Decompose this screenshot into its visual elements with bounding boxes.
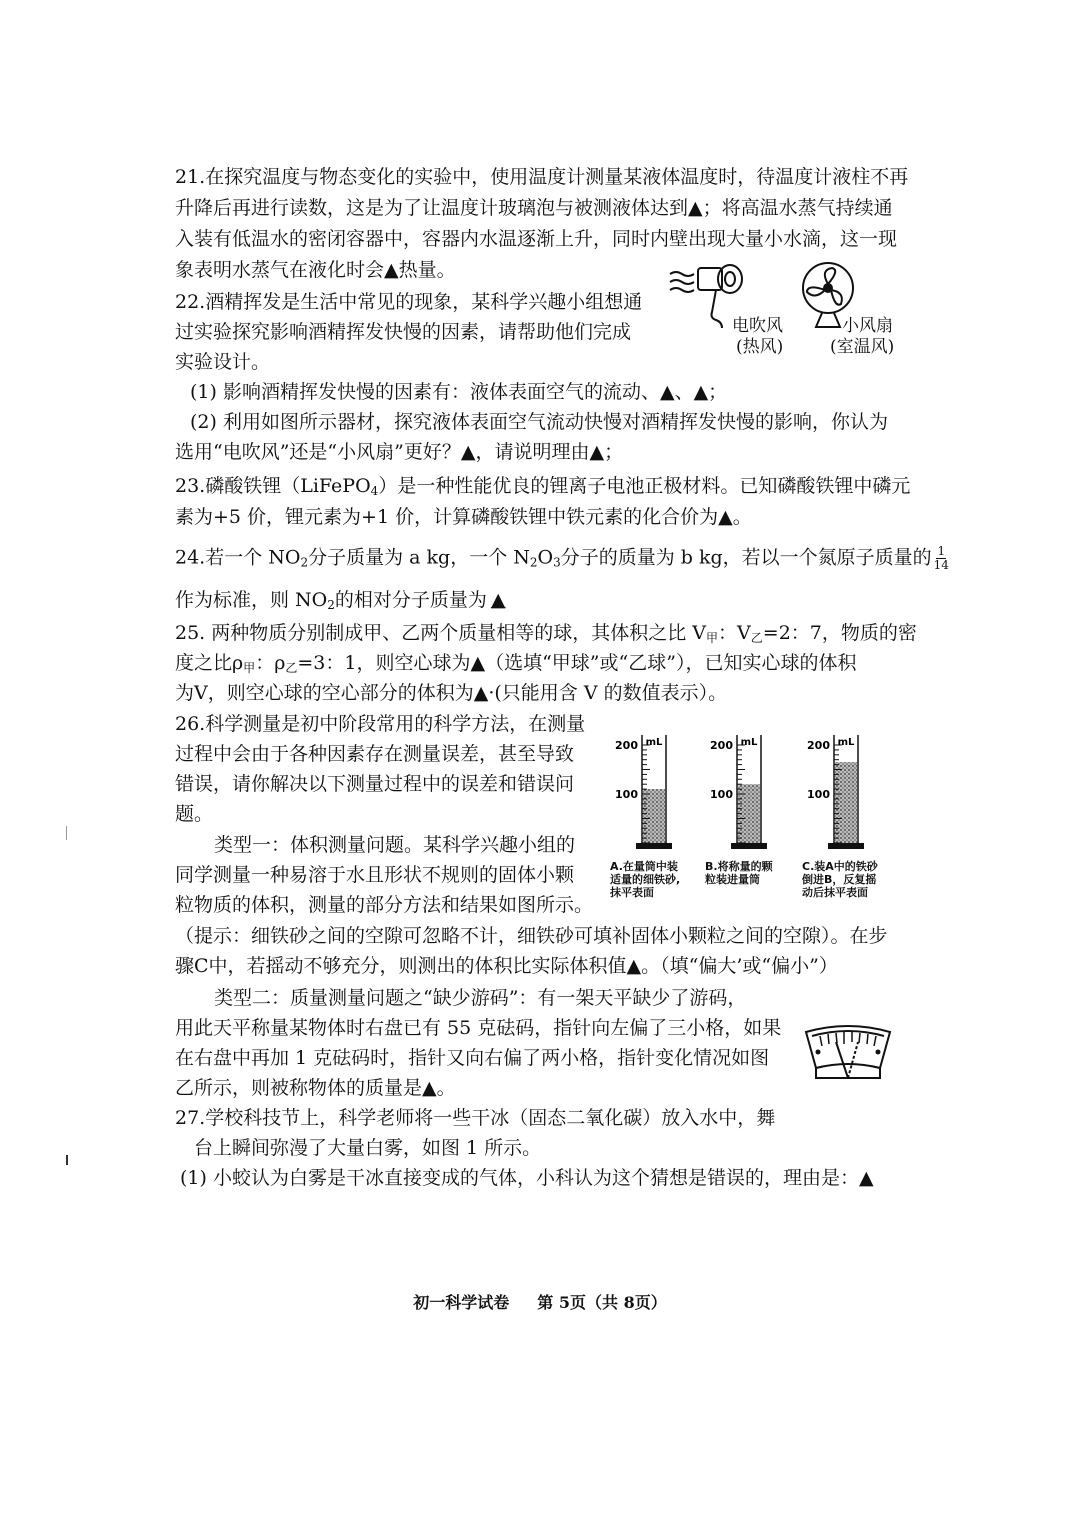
scan-mark-1 (66, 826, 67, 840)
q25-l2-sub-jia: 甲 (243, 661, 256, 675)
q24-sub-1: 2 (300, 555, 309, 570)
q24-sub-3: 3 (553, 555, 561, 570)
q24-fraction (934, 545, 949, 572)
cylinder-C-unit: mL (837, 737, 855, 748)
q24-l2-sub: 2 (327, 598, 335, 612)
q25-line-3: 为V，则空心球的空心部分的体积为▲·(只能用含 V 的数值表示）。 (175, 682, 728, 704)
q24-frac-den: 14 (933, 558, 949, 572)
cylinder-B-label-100: 100 (710, 788, 733, 801)
scan-mark-2 (66, 1155, 68, 1165)
cylinder-A-label-200: 200 (615, 739, 638, 752)
q25-text-c: =2：7，物质的密 (762, 622, 917, 644)
cylinder-C-base (828, 843, 864, 849)
q26-type1-b: 同学测量一种易溶于水且形状不规则的固体小颗 (175, 864, 575, 886)
q24-text-c: O (537, 546, 554, 569)
caption-b-line-2: 粒装进量筒 (705, 873, 760, 886)
q27-line-2: 台上瞬间弥漫了大量白雾，如图 1 所示。 (194, 1137, 542, 1159)
graduated-cylinders-figure (612, 725, 912, 860)
q26-line-4: 题。 (175, 803, 214, 825)
q24-text-d: 分子的质量为 b kg，若以一个氮原子质量的 (560, 546, 932, 569)
q25-line-1 (175, 621, 917, 650)
footer-page-number: 第 5页（共 8页） (537, 1293, 667, 1312)
q26-type2-d: 乙所示，则被称物体的质量是▲。 (175, 1077, 456, 1099)
q26-line-3: 错误，请你解决以下测量过程中的误差和错误问 (175, 773, 575, 795)
footer-title: 初一科学试卷 (413, 1293, 510, 1312)
caption-c-line-3: 动后抹平表面 (802, 886, 868, 899)
q24-line-2 (175, 588, 510, 617)
q24-line-1 (175, 545, 949, 575)
q21-line-2: 升降后再进行读数，这是为了让温度计玻璃泡与被测液体达到▲；将高温水蒸气持续通 (175, 197, 893, 219)
caption-c-line-2: 倒进B，反复摇 (802, 873, 877, 886)
q26-type1-c: 粒物质的体积，测量的部分方法和结果如图所示。 (175, 894, 594, 916)
q26-type2-c: 在右盘中再加 1 克砝码时，指针又向右偏了两小格，指针变化情况如图 (175, 1047, 770, 1069)
q27-part-1: (1) 小蛟认为白雾是干冰直接变成的气体，小科认为这个猜想是错误的，理由是：▲ (180, 1167, 874, 1189)
q21-line-1: 21.在探究温度与物态变化的实验中，使用温度计测量某液体温度时，待温度计液柱不再 (175, 166, 909, 188)
q22-line-3: 实验设计。 (175, 351, 271, 373)
q25-l2-text-a: 度之比ρ (175, 652, 244, 674)
q23-line-1 (175, 474, 910, 503)
page-footer (0, 1290, 1080, 1313)
q23-subscript: 4 (370, 484, 379, 498)
q24-text-a: 24.若一个 NO (175, 546, 301, 569)
q24-sub-2: 2 (529, 555, 538, 570)
q21-line-4: 象表明水蒸气在液化时会▲热量。 (175, 259, 456, 281)
caption-c (802, 860, 878, 899)
q25-sub-jia: 甲 (706, 631, 719, 645)
q22-part-2b: 选用“电吹风”还是“小风扇”更好？▲，请说明理由▲； (175, 441, 624, 463)
q26-type1-d: （提示：细铁砂之间的空隙可忽略不计，细铁砂可填补固体小颗粒之间的空隙）。在步 (175, 925, 888, 947)
q26-type2-b: 用此天平称量某物体时右盘已有 55 克砝码，指针向左偏了三小格，如果 (175, 1017, 782, 1039)
cylinder-A-fill (643, 789, 665, 843)
q24-l2-text-a: 作为标准，则 NO (175, 589, 328, 611)
cylinder-B-base (731, 843, 767, 849)
cylinder-B-unit: mL (740, 737, 758, 748)
small-fan-note: (室温风) (830, 337, 895, 357)
q26-line-1: 26.科学测量是初中阶段常用的科学方法，在测量 (175, 713, 586, 735)
hair-dryer-label: 电吹风 (732, 316, 783, 336)
cylinder-C-label-100: 100 (807, 788, 830, 801)
caption-b-line-1: B.将称量的颗 (705, 860, 773, 873)
q21-line-3: 入装有低温水的密闭容器中，容器内水温逐渐上升，同时内壁出现大量小水滴，这一现 (175, 228, 898, 250)
q25-l2-text-b: ：ρ (255, 652, 286, 674)
cylinder-C-label-200: 200 (807, 739, 830, 752)
q25-text-b: ：V (718, 622, 751, 644)
balance-pointer-figure (802, 1022, 894, 1084)
q22-line-1: 22.酒精挥发是生活中常见的现象，某科学兴趣小组想通 (175, 291, 643, 313)
q26-type2-a: 类型二：质量测量问题之“缺少游码”：有一架天平缺少了游码， (214, 987, 747, 1009)
caption-a-line-2: 适量的细铁砂, (610, 873, 681, 886)
q26-type1-e: 骤C中，若摇动不够充分，则测出的体积比实际体积值▲。（填“偏大’或“偏小”） (175, 955, 838, 977)
q23-line-2: 素为+5 价，锂元素为+1 价，计算磷酸铁锂中铁元素的化合价为▲。 (175, 506, 752, 528)
cylinder-A-unit: mL (645, 737, 663, 748)
q25-text-a: 25. 两种物质分别制成甲、乙两个质量相等的球，其体积之比 V (175, 622, 707, 644)
q26-type1-a: 类型一：体积测量问题。某科学兴趣小组的 (214, 834, 576, 856)
cylinder-A-base (636, 843, 672, 849)
q25-line-2 (175, 651, 856, 680)
q25-l2-sub-yi: 乙 (285, 661, 298, 675)
q24-frac-num: 1 (937, 544, 946, 558)
q24-l2-text-b: 的相对分子质量为 (334, 589, 487, 611)
cylinder-B-label-200: 200 (710, 739, 733, 752)
hair-dryer-note: (热风) (736, 337, 784, 357)
caption-b (705, 860, 773, 886)
caption-a (610, 860, 680, 899)
q25-sub-yi: 乙 (750, 631, 763, 645)
small-fan-label: 小风扇 (842, 316, 893, 336)
q24-text-b: 分子质量为 a kg，一个 N (308, 546, 530, 569)
caption-a-line-1: A.在量筒中装 (610, 860, 678, 873)
q23-text-a: 23.磷酸铁锂（LiFePO (175, 475, 371, 497)
q22-part-1: (1) 影响酒精挥发快慢的因素有：液体表面空气的流动、▲、▲； (190, 381, 728, 403)
caption-a-line-3: 抹平表面 (610, 886, 654, 899)
q23-text-b: ）是一种性能优良的锂离子电池正极材料。已知磷酸铁锂中磷元 (378, 475, 911, 497)
q22-part-2a: (2) 利用如图所示器材，探究液体表面空气流动快慢对酒精挥发快慢的影响，你认为 (190, 411, 888, 433)
caption-c-line-1: C.装A中的铁砂 (802, 860, 878, 873)
q25-l2-text-c: =3：1，则空心球为▲（选填“甲球”或“乙球”），已知实心球的体积 (297, 652, 857, 674)
q22-line-2: 过实验探究影响酒精挥发快慢的因素，请帮助他们完成 (175, 321, 632, 343)
cylinder-A-label-100: 100 (615, 788, 638, 801)
q24-answer-blank: ▲ (490, 589, 506, 611)
q26-line-2: 过程中会由于各种因素存在测量误差，甚至导致 (175, 743, 575, 765)
q27-line-1: 27.学校科技节上，科学老师将一些干冰（固态二氧化碳）放入水中，舞 (175, 1107, 776, 1129)
